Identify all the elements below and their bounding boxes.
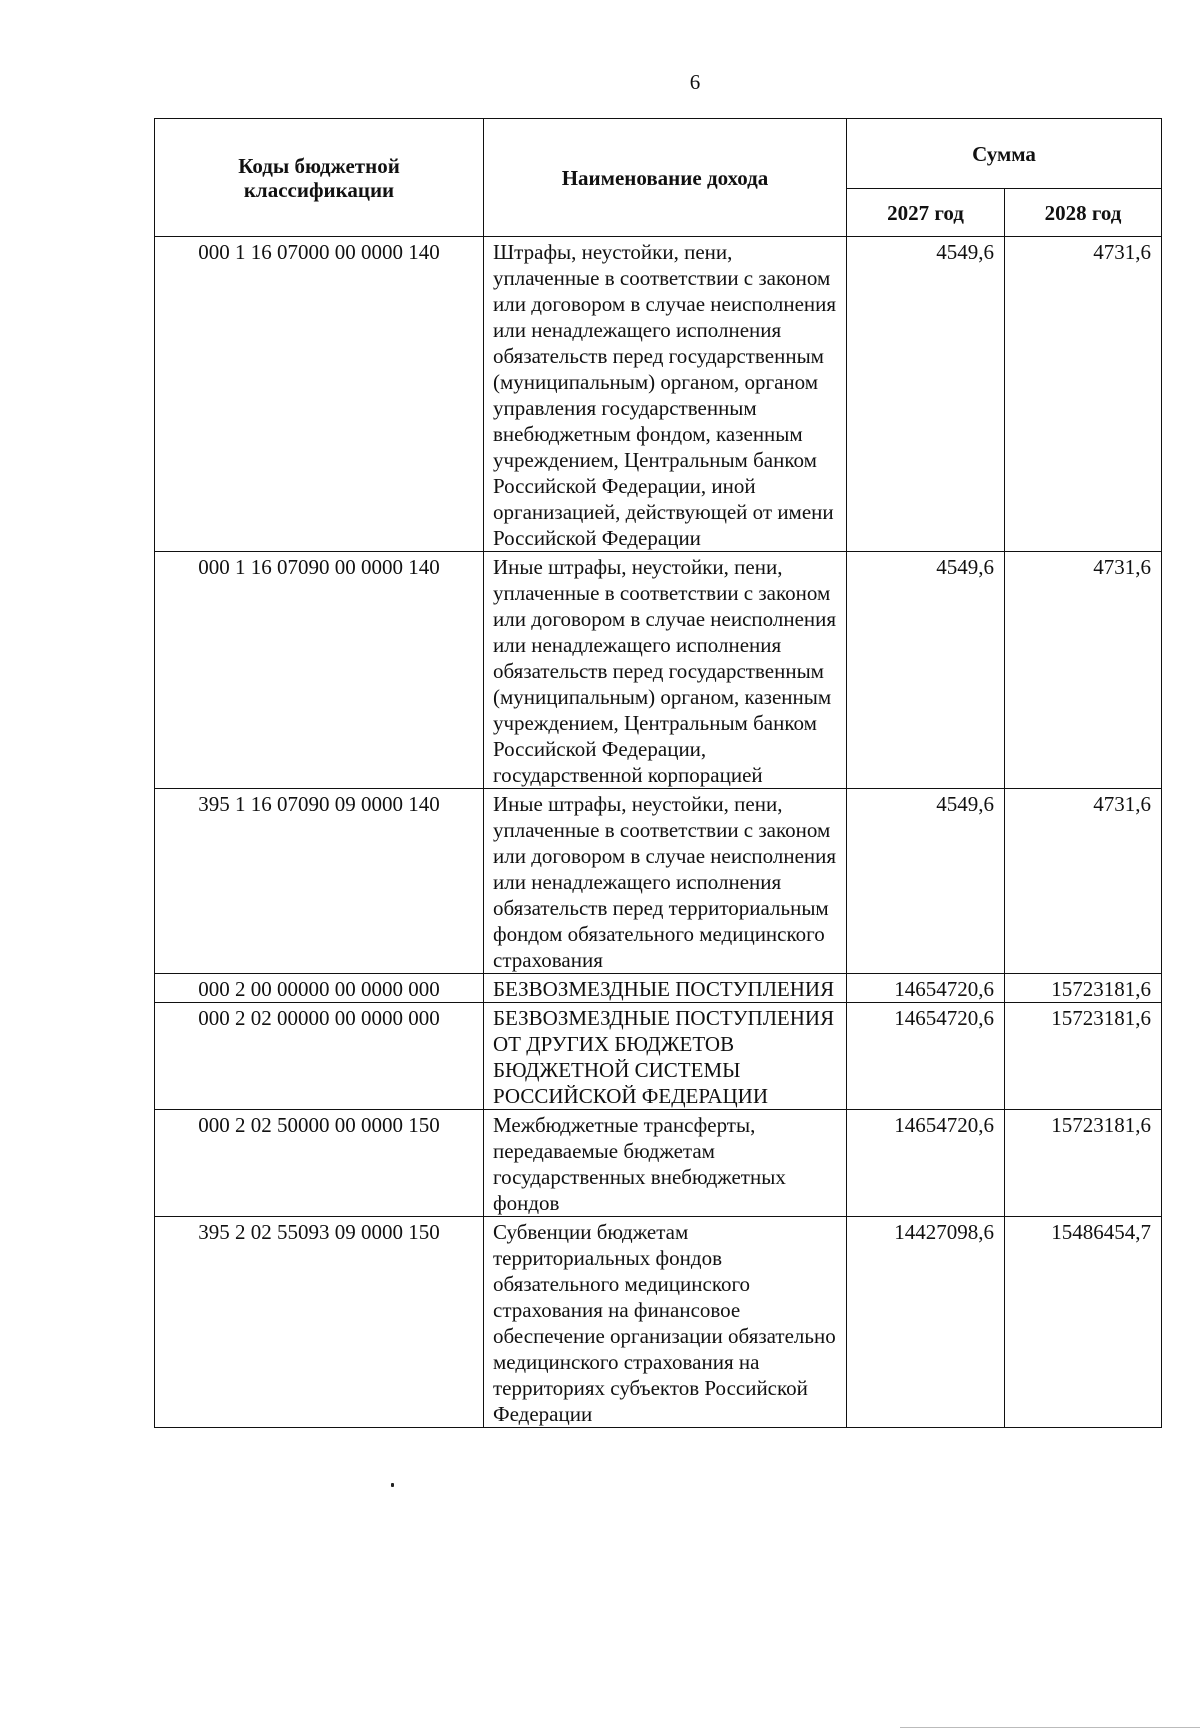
table-row	[155, 552, 1162, 789]
header-year-2028: 2028 год	[1005, 189, 1162, 237]
amount-2027-cell: 14654720,6	[847, 1003, 1005, 1110]
table-row	[155, 789, 1162, 974]
page-number: 6	[689, 70, 701, 94]
revenue-name-cell: Иные штрафы, неустойки, пени, уплаченные в соответствии с законом или договором в случае неисполнения или ненадлежащего исполнения обязательств перед государственным (муниципальным) органом, казенным учреждением, Центральным банком Российской Федерации, государственной корпорацией	[484, 552, 847, 789]
budget-code-cell: 000 2 02 00000 00 0000 000	[155, 1003, 484, 1110]
budget-code-cell: 395 2 02 55093 09 0000 150	[155, 1217, 484, 1428]
budget-code-cell: 000 1 16 07000 00 0000 140	[155, 237, 484, 552]
table-row	[155, 237, 1162, 552]
table-row	[155, 974, 1162, 1003]
revenue-name-cell: Межбюджетные трансферты, передаваемые бюджетам государственных внебюджетных фондов	[484, 1110, 847, 1217]
amount-2027-cell: 4549,6	[847, 789, 1005, 974]
header-year-2027: 2027 год	[847, 189, 1005, 237]
amount-2028-cell: 15723181,6	[1005, 1110, 1162, 1217]
header-name: Наименование дохода	[484, 119, 847, 237]
amount-2027-cell: 14654720,6	[847, 1110, 1005, 1217]
revenue-name-cell: Иные штрафы, неустойки, пени, уплаченные в соответствии с законом или договором в случае неисполнения или ненадлежащего исполнения обязательств перед территориальным фондом обязательного медицинского страхования	[484, 789, 847, 974]
budget-code-cell: 395 1 16 07090 09 0000 140	[155, 789, 484, 974]
header-sum: Сумма	[847, 119, 1162, 189]
amount-2027-cell: 4549,6	[847, 552, 1005, 789]
amount-2027-cell: 14654720,6	[847, 974, 1005, 1003]
amount-2028-cell: 4731,6	[1005, 237, 1162, 552]
table-row	[155, 1110, 1162, 1217]
revenue-name-cell: Штрафы, неустойки, пени, уплаченные в соответствии с законом или договором в случае неисполнения или ненадлежащего исполнения обязательств перед государственным (муниципальным) органом, органом управления государственным внебюджетным фондом, казенным учреждением, Центральным банком Российской Федерации, иной организацией, действующей от имени Российской Федерации	[484, 237, 847, 552]
revenue-name-cell: БЕЗВОЗМЕЗДНЫЕ ПОСТУПЛЕНИЯ	[484, 974, 847, 1003]
amount-2028-cell: 4731,6	[1005, 552, 1162, 789]
table-row	[155, 1217, 1162, 1428]
revenue-name-cell: Субвенции бюджетам территориальных фондов обязательного медицинского страхования на финансовое обеспечение организации обязательно медицинского страхования на территориях субъектов Российской Федерации	[484, 1217, 847, 1428]
revenue-name-cell: БЕЗВОЗМЕЗДНЫЕ ПОСТУПЛЕНИЯ ОТ ДРУГИХ БЮДЖЕТОВ БЮДЖЕТНОЙ СИСТЕМЫ РОССИЙСКОЙ ФЕДЕРАЦИИ	[484, 1003, 847, 1110]
header-codes: Коды бюджетной классификации	[155, 119, 484, 237]
budget-code-cell: 000 2 02 50000 00 0000 150	[155, 1110, 484, 1217]
scan-speck	[391, 1483, 394, 1487]
table-row	[155, 1003, 1162, 1110]
scan-edge-line	[900, 1727, 1200, 1728]
amount-2028-cell: 4731,6	[1005, 789, 1162, 974]
budget-code-cell: 000 1 16 07090 00 0000 140	[155, 552, 484, 789]
amount-2028-cell: 15723181,6	[1005, 974, 1162, 1003]
budget-code-cell: 000 2 00 00000 00 0000 000	[155, 974, 484, 1003]
amount-2028-cell: 15723181,6	[1005, 1003, 1162, 1110]
budget-revenue-table	[154, 118, 1162, 1428]
amount-2027-cell: 14427098,6	[847, 1217, 1005, 1428]
amount-2027-cell: 4549,6	[847, 237, 1005, 552]
amount-2028-cell: 15486454,7	[1005, 1217, 1162, 1428]
